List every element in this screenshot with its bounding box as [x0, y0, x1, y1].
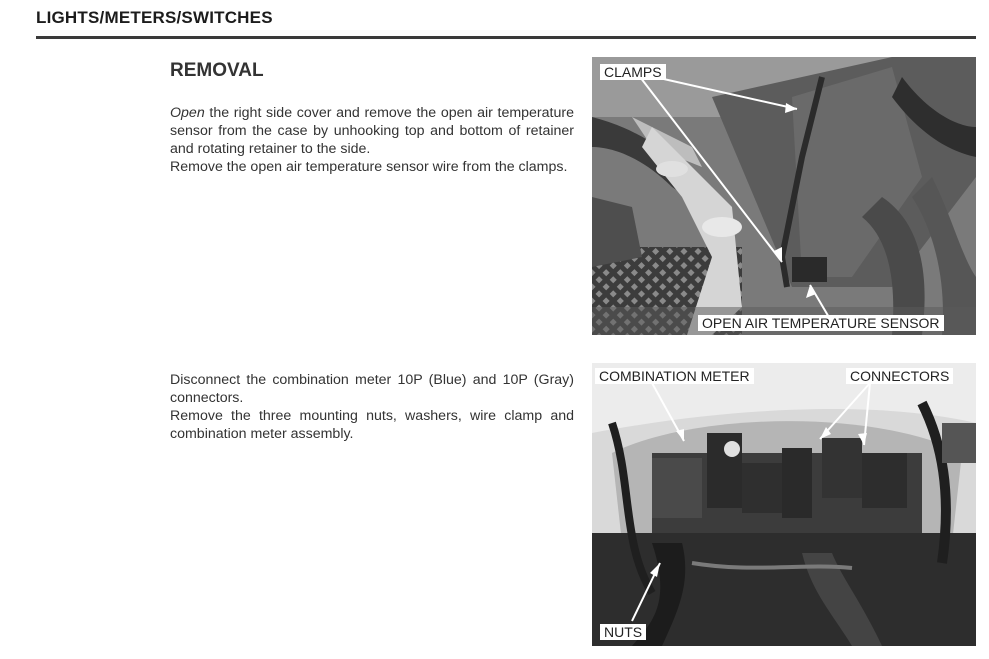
- section-title: REMOVAL: [170, 60, 264, 81]
- meter-photo-image: [592, 363, 976, 646]
- step2-instructions: [170, 371, 574, 443]
- label-clamps: CLAMPS: [600, 64, 666, 80]
- step2-paragraph-b: Remove the three mounting nuts, washers, wire clamp and combination meter assembly.: [170, 408, 574, 442]
- step1-paragraph-b: Remove the open air temperature sensor wire from the clamps.: [170, 159, 568, 175]
- step2-paragraph-a: Disconnect the combination meter 10P (Blue) and 10P (Gray) connectors.: [170, 372, 574, 406]
- label-combination-meter: COMBINATION METER: [595, 368, 754, 384]
- label-open-air-temp-sensor: OPEN AIR TEMPERATURE SENSOR: [698, 315, 944, 331]
- figure-meter-photo: [592, 363, 976, 646]
- label-nuts: NUTS: [600, 624, 646, 640]
- label-connectors: CONNECTORS: [846, 368, 953, 384]
- step1-instructions: [170, 104, 574, 176]
- page-header: LIGHTS/METERS/SWITCHES: [36, 8, 273, 27]
- step1-text-a: the right side cover and remove the open air temperature sensor from the case by unhooking top and bottom of retainer and rotating retainer to the side.: [170, 105, 574, 157]
- step1-paragraph-a: [170, 104, 574, 158]
- figure-sensor-photo: [592, 57, 976, 335]
- sensor-photo-image: [592, 57, 976, 335]
- header-rule: [36, 36, 976, 39]
- step1-lead-word: Open: [170, 105, 205, 121]
